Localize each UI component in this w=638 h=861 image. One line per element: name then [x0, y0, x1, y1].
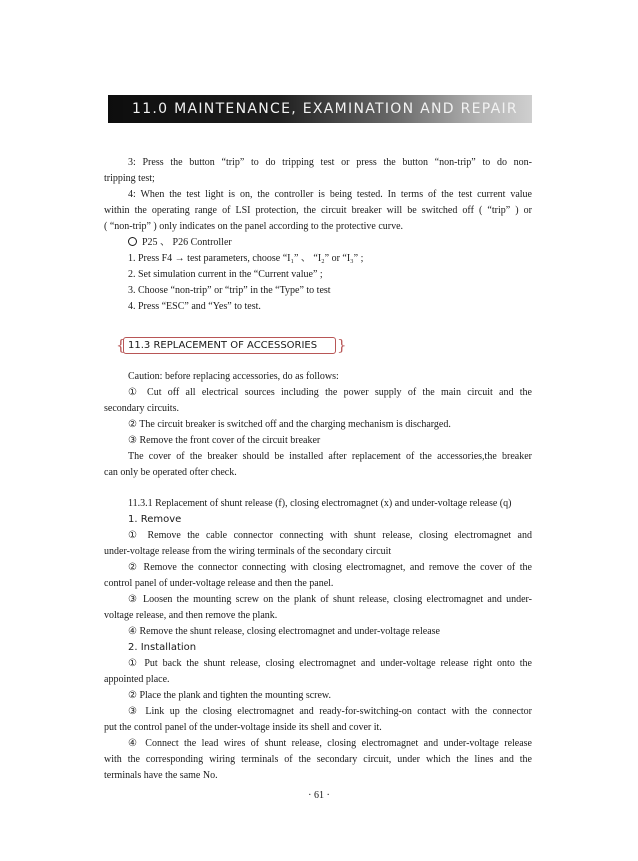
install-step: ② Place the plank and tighten the mounting screw.: [128, 690, 331, 701]
test-step: 2. Set simulation current in the “Current value” ;: [128, 269, 323, 280]
chapter-title: 11.0 MAINTENANCE, EXAMINATION AND REPAIR: [132, 101, 518, 117]
caution-item-cont: secondary circuits.: [104, 403, 179, 414]
page-number: · 61 ·: [308, 790, 330, 801]
test-step: 1. Press F4 → test parameters, choose “I₁” 、 “I₂” or “I₃” ;: [128, 253, 364, 264]
controller-heading-text: P25 、 P26 Controller: [142, 237, 232, 248]
caution-item: ② The circuit breaker is switched off and the charging mechanism is discharged.: [128, 419, 451, 430]
install-step-cont: terminals have the same No.: [104, 770, 218, 781]
install-step-cont: appointed place.: [104, 674, 170, 685]
install-step-cont: put the control panel of the under-voltage inside its shell and cover it.: [104, 722, 382, 733]
remove-step-cont: control panel of under-voltage release and then the panel.: [104, 578, 334, 589]
left-brace-icon: {: [116, 336, 126, 354]
caution-item: ① Cut off all electrical sources including the power supply of the main circuit and the: [128, 387, 532, 398]
section-title: 11.3 REPLACEMENT OF ACCESSORIES: [128, 340, 318, 351]
install-step: ① Put back the shunt release, closing electromagnet and under-voltage release right onto the: [128, 658, 532, 669]
caution-text: Caution: before replacing accessories, do as follows:: [128, 371, 339, 382]
paragraph-line: tripping test;: [104, 173, 155, 184]
remove-step: ③ Loosen the mounting screw on the plank of shunt release, closing electromagnet and under-: [128, 594, 532, 605]
test-step: 4. Press “ESC” and “Yes” to test.: [128, 301, 261, 312]
remove-heading: 1. Remove: [128, 514, 182, 525]
remove-step-cont: under-voltage release from the wiring terminals of the secondary circuit: [104, 546, 392, 557]
section-heading-box: [123, 337, 336, 354]
paragraph-line: The cover of the breaker should be installed after replacement of the accessories,the breaker: [128, 451, 532, 462]
remove-step: ④ Remove the shunt release, closing electromagnet and under-voltage release: [128, 626, 440, 637]
paragraph-line: ( “non-trip” ) only indicates on the panel according to the protective curve.: [104, 221, 404, 232]
install-step: ④ Connect the lead wires of shunt release, closing electromagnet and under-voltage release: [128, 738, 532, 749]
test-step: 3. Choose “non-trip” or “trip” in the “Type” to test: [128, 285, 331, 296]
remove-step: ② Remove the connector connecting with closing electromagnet, and remove the cover of the: [128, 562, 532, 573]
chapter-banner: [108, 95, 532, 123]
subsection-title: 11.3.1 Replacement of shunt release (f), closing electromagnet (x) and under-voltage release (q): [128, 498, 512, 509]
install-step-cont: with the corresponding wiring terminals of the secondary circuit, under which the lines and the: [104, 754, 532, 765]
install-step: ③ Link up the closing electromagnet and ready-for-switching-on contact with the connector: [128, 706, 532, 717]
installation-heading: 2. Installation: [128, 642, 197, 653]
right-brace-icon: }: [337, 336, 347, 354]
remove-step-cont: voltage release, and then remove the plank.: [104, 610, 278, 621]
paragraph-line: within the operating range of LSI protection, the circuit breaker will be switched off ( “trip” ) or: [104, 205, 532, 216]
paragraph-line: can only be operated ofter check.: [104, 467, 237, 478]
paragraph-line: 4: When the test light is on, the controller is being tested. In terms of the test current value: [128, 189, 532, 200]
caution-item: ③ Remove the front cover of the circuit breaker: [128, 435, 321, 446]
paragraph-line: 3: Press the button “trip” to do tripping test or press the button “non-trip” to do non-: [128, 157, 532, 168]
circle-bullet-icon: [128, 237, 137, 246]
controller-heading: [128, 237, 232, 249]
remove-step: ① Remove the cable connector connecting with shunt release, closing electromagnet and: [128, 530, 532, 541]
